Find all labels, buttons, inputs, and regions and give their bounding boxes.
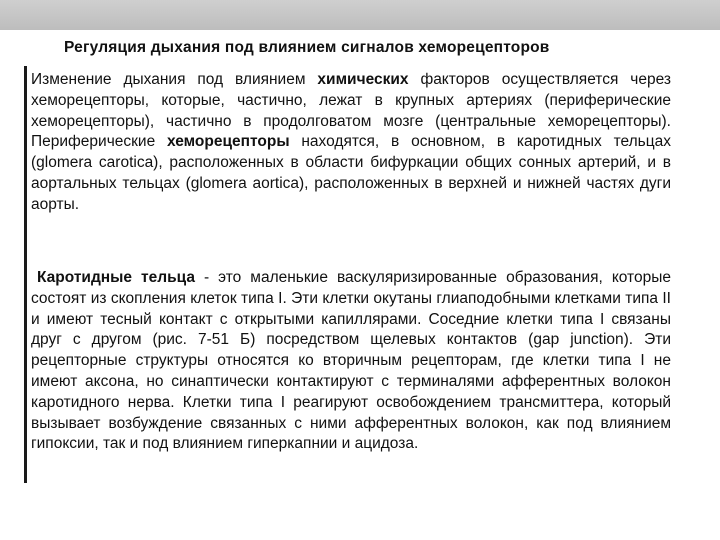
- p2-bold-carotid-bodies: Каротидные тельца: [37, 269, 195, 286]
- slide-title: Регуляция дыхания под влиянием сигналов хеморецепторов: [64, 39, 550, 56]
- header-band: [0, 0, 720, 30]
- p1-text-middle: факторов осуществляется через хеморецепторы, которые, частично, лежат в крупных артериях (периферические хеморецепторы), частично в продолговатом мозге (центральные хеморецепторы). Периферические: [31, 71, 671, 151]
- p2-text: - это маленькие васкуляризированные образования, которые состоят из скопления клеток типа I. Эти клетки окутаны глиаподобными клетками типа II и имеют тесный контакт с открытыми капиллярами. Соседние клетки типа I связаны друг с другом (рис. 7-51 Б) посредством щелевых контактов (gap junction). Эти рецепторные структуры относятся ко вторичным рецепторам, где клетки типа I не имеют аксона, но синаптически контактируют с терминалями афферентных волокон каротидного нерва. Клетки типа I реагируют освобождением трансмиттера, который вызывает возбуждение связанных с ними афферентных волокон, как под влиянием гипоксии, так и под влиянием гиперкапнии и ацидоза.: [31, 269, 671, 453]
- paragraph-carotid-bodies: [31, 268, 671, 455]
- paragraph-chemoreceptors: [31, 70, 671, 216]
- p1-bold-chemical: химических: [317, 71, 409, 88]
- p1-text-start: Изменение дыхания под влиянием: [31, 71, 318, 88]
- p1-bold-chemoreceptors: хеморецепторы: [167, 133, 290, 151]
- left-accent-rule: [24, 66, 27, 483]
- p1-text-end: находятся, в основном, в каротидных тельцах (glomera carotica), расположенных в области бифуркации общих сонных артерий, и в аортальных тельцах (glomera aortica), расположенных в верхней и нижней частях дуги аорты.: [31, 133, 671, 213]
